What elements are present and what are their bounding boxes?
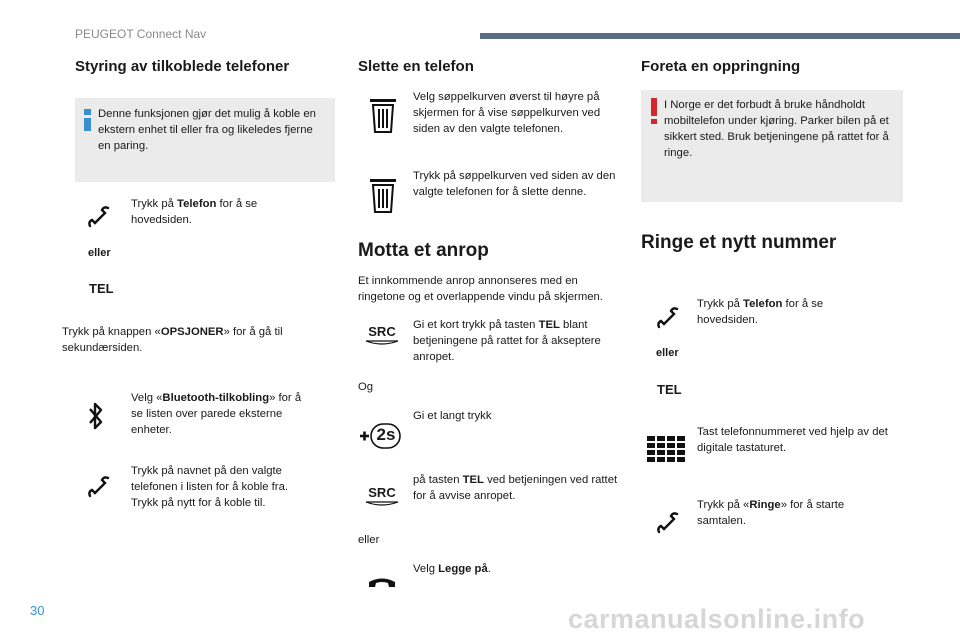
long-press-text: Gi et langt trykk	[413, 410, 492, 422]
warning-box	[641, 90, 903, 202]
delete-step-2: Trykk på søppelkurven ved siden av den valgte telefonen for å slette denne.	[413, 170, 616, 198]
page-number: 30	[30, 603, 45, 618]
src-button-icon: SRC	[364, 485, 400, 508]
and-label: Og	[358, 381, 374, 393]
watermark: carmanualsonline.info	[568, 604, 866, 634]
info-text: Denne funksjonen gjør det mulig å koble en ekstern enhet til eller fra og likeledes fjerne en paring.	[98, 108, 316, 152]
accept-text: Gi et kort trykk på tasten TEL blant betjeningene på rattet for å akseptere anropet.	[413, 319, 601, 363]
keypad-text: Tast telefonnummeret ved hjelp av det digitale tastaturet.	[697, 426, 888, 454]
info-box	[75, 98, 335, 182]
phone-icon	[86, 204, 112, 230]
ring-text: Trykk på «Ringe» for å starte samtalen.	[697, 499, 845, 527]
hang-up-icon	[367, 575, 397, 591]
delete-step-1: Velg søppelkurven øverst til høyre på skjermen for å vise søppelkurven ved siden av den valgte telefonen.	[413, 91, 601, 135]
or-label: eller	[358, 534, 380, 546]
keypad-icon	[647, 436, 685, 462]
trash-icon	[369, 98, 397, 134]
or-label: eller	[656, 347, 679, 359]
running-header: PEUGEOT Connect Nav	[75, 27, 207, 41]
header-bar	[480, 33, 960, 39]
src-button-icon: SRC	[364, 324, 400, 347]
warning-icon	[650, 98, 658, 124]
heading-receive-call: Motta et anrop	[358, 240, 489, 261]
phone-icon	[655, 510, 681, 536]
options-text: Trykk på knappen «OPSJONER» for å gå til sekundærsiden.	[62, 326, 283, 354]
reject-text: på tasten TEL ved betjeningen ved rattet for å avvise anropet.	[413, 474, 618, 502]
heading-delete-phone: Slette en telefon	[358, 58, 474, 75]
tel-label: TEL	[657, 382, 682, 397]
hang-up-text: Velg Legge på.	[413, 563, 491, 575]
receive-intro: Et innkommende anrop annonseres med en ringetone og et overlappende vindu på skjermen.	[358, 275, 603, 303]
info-icon	[84, 109, 92, 131]
step-telefon-text: Trykk på Telefon for å se hovedsiden.	[697, 298, 824, 326]
tel-label: TEL	[89, 281, 114, 296]
long-press-2s-icon: 2s	[360, 422, 402, 450]
hand-tap-icon	[86, 474, 112, 500]
bluetooth-icon	[88, 400, 104, 432]
step-telefon-text: Trykk på Telefon for å se hovedsiden.	[131, 198, 258, 226]
select-phone-text: Trykk på navnet på den valgte telefonen i listen for å koble fra. Trykk på nytt for å koble til.	[131, 465, 288, 509]
heading-make-call: Foreta en oppringning	[641, 58, 801, 75]
heading-manage-phones: Styring av tilkoblede telefoner	[75, 58, 290, 75]
heading-new-number: Ringe et nytt nummer	[641, 232, 837, 253]
bluetooth-text: Velg «Bluetooth-tilkobling» for å se listen over parede eksterne enheter.	[131, 392, 302, 436]
phone-icon	[655, 305, 681, 331]
trash-icon	[369, 178, 397, 214]
or-label: eller	[88, 247, 111, 259]
warning-text: I Norge er det forbudt å bruke håndholdt mobiltelefon under kjøring. Parker bilen på et sikkert sted. Bruk betjeningene på rattet for å ringe.	[664, 99, 889, 159]
